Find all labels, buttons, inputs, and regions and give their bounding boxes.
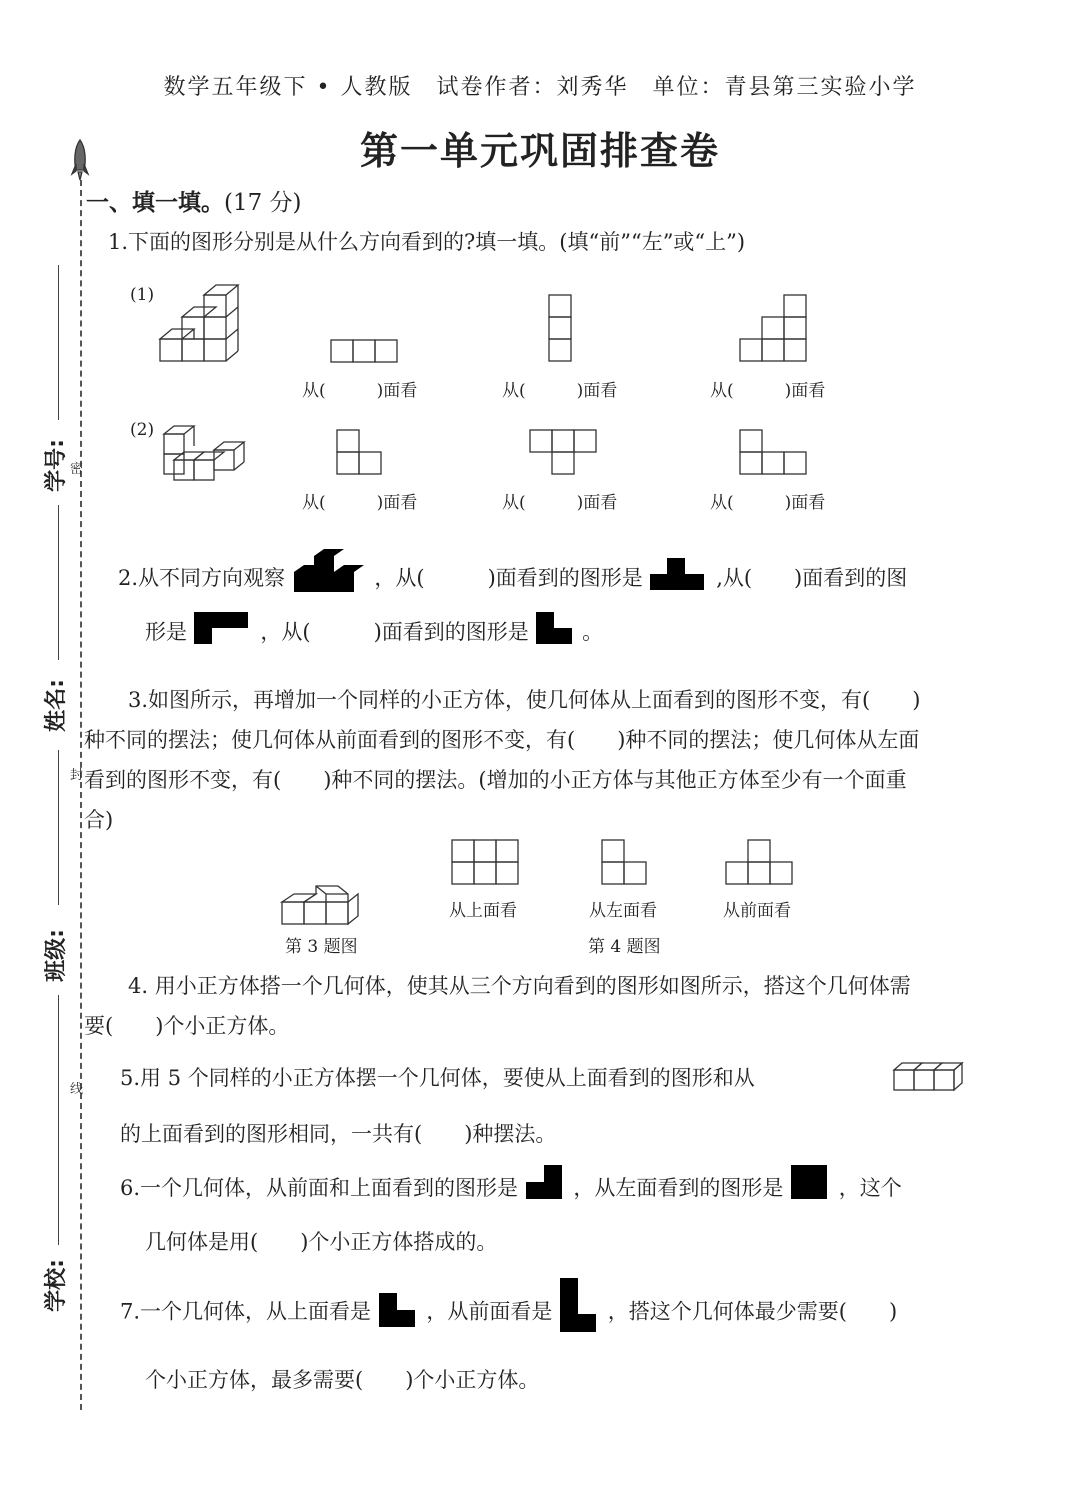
q1-answer-1a: 从( )面看 <box>302 381 418 401</box>
question-2-line-1 <box>118 558 907 598</box>
q6-left-view <box>790 1163 832 1203</box>
q3-caption: 第 3 题图 <box>285 937 358 957</box>
question-7-line-1 <box>120 1290 897 1336</box>
seal-char: 线 <box>70 1082 84 1097</box>
q2-text: ，从( )面看到的图形是 <box>374 566 643 590</box>
q1-solid-1 <box>160 285 242 365</box>
class-label: 班级: <box>43 929 69 982</box>
q7-text: ，从前面看是 <box>426 1299 553 1324</box>
student-id-label: 学号: <box>43 439 69 492</box>
q2-text: 形是 <box>145 620 187 644</box>
rocket-icon <box>70 138 90 182</box>
q1-view-1c <box>740 295 808 363</box>
question-3-line-4: 合) <box>84 808 114 832</box>
question-3-line-1: 3.如图所示，再增加一个同样的小正方体，使几何体从上面看到的图形不变，有( ) <box>128 688 921 712</box>
q2-view-a <box>650 556 710 594</box>
question-3-line-3: 看到的图形不变，有( )种不同的摆法。(增加的小正方体与其他正方体至少有一个面重 <box>84 768 907 792</box>
q1-label-2: (2) <box>130 420 155 440</box>
q1-answer-2a: 从( )面看 <box>302 493 418 513</box>
q2-text: ，从( )面看到的图形是 <box>260 620 529 644</box>
question-2-line-2 <box>145 612 603 652</box>
field-underline <box>58 995 59 1245</box>
q6-front-top-view <box>525 1163 567 1203</box>
q2-text: 。 <box>582 620 604 644</box>
q4-left-view <box>602 840 648 886</box>
page-title: 第一单元巩固排查卷 <box>359 128 720 173</box>
binding-line <box>80 180 82 1410</box>
name-label: 姓名: <box>43 679 69 732</box>
section-title: 一、填一填。 <box>86 189 224 216</box>
question-3-line-2: 种不同的摆法；使几何体从前面看到的图形不变，有( )种不同的摆法；使几何体从左面 <box>84 728 920 752</box>
q4-front-label: 从前面看 <box>723 901 791 921</box>
section-heading <box>86 184 302 217</box>
q6-text: ，从左面看到的图形是 <box>573 1176 784 1200</box>
q1-view-2b <box>530 430 598 476</box>
q1-solid-2 <box>160 420 242 482</box>
question-7-line-2: 个小正方体，最多需要( )个小正方体。 <box>145 1368 540 1392</box>
exam-header: 数学五年级下 • 人教版 试卷作者：刘秀华 单位：青县第三实验小学 <box>163 75 917 100</box>
question-5-line-1: 5.用 5 个同样的小正方体摆一个几何体，要使从上面看到的图形和从 <box>120 1066 755 1090</box>
q4-top-view <box>452 840 520 886</box>
q4-caption: 第 4 题图 <box>588 937 661 957</box>
field-underline <box>58 750 59 905</box>
question-6-line-1 <box>120 1168 902 1208</box>
q6-text: ，这个 <box>838 1176 902 1200</box>
q4-left-label: 从左面看 <box>589 901 657 921</box>
q1-view-2c <box>740 430 808 476</box>
q5-solid <box>892 1060 968 1094</box>
school-label: 学校: <box>43 1259 69 1312</box>
q2-view-c <box>535 610 575 648</box>
question-5-line-2: 的上面看到的图形相同，一共有( )种摆法。 <box>120 1122 557 1146</box>
q2-solid <box>292 546 368 596</box>
q1-answer-2b: 从( )面看 <box>502 493 618 513</box>
q6-text: 6.一个几何体，从前面和上面看到的图形是 <box>120 1176 519 1200</box>
q2-text: ,从( )面看到的图 <box>716 566 908 590</box>
q1-answer-2c: 从( )面看 <box>710 493 826 513</box>
question-1: 1.下面的图形分别是从什么方向看到的?填一填。(填“前”“左”或“上”) <box>108 230 746 254</box>
q2-view-b <box>194 610 254 648</box>
q3-solid <box>282 884 362 928</box>
field-underline <box>58 505 59 660</box>
question-4-line-2: 要( )个小正方体。 <box>84 1014 290 1038</box>
q1-view-1a <box>331 339 399 363</box>
q7-front-view <box>559 1276 601 1336</box>
q1-answer-1b: 从( )面看 <box>502 381 618 401</box>
q4-top-label: 从上面看 <box>449 901 517 921</box>
q1-view-2a <box>337 430 383 476</box>
question-6-line-2: 几何体是用( )个小正方体搭成的。 <box>145 1230 498 1254</box>
q1-view-1b <box>548 295 572 363</box>
field-underline <box>58 265 59 420</box>
q1-answer-1c: 从( )面看 <box>710 381 826 401</box>
q1-label-1: (1) <box>130 285 155 305</box>
seal-char: 封 <box>70 768 84 783</box>
q4-front-view <box>726 840 794 886</box>
question-4-line-1: 4. 用小正方体搭一个几何体，使其从三个方向看到的图形如图所示，搭这个几何体需 <box>128 974 911 998</box>
q7-text: ，搭这个几何体最少需要( ) <box>607 1299 898 1324</box>
q2-text: 2.从不同方向观察 <box>118 566 286 590</box>
section-score: (17 分) <box>224 190 302 216</box>
q7-text: 7.一个几何体，从上面看是 <box>120 1299 372 1324</box>
q7-top-view <box>378 1291 420 1331</box>
seal-char: 密 <box>70 462 84 477</box>
